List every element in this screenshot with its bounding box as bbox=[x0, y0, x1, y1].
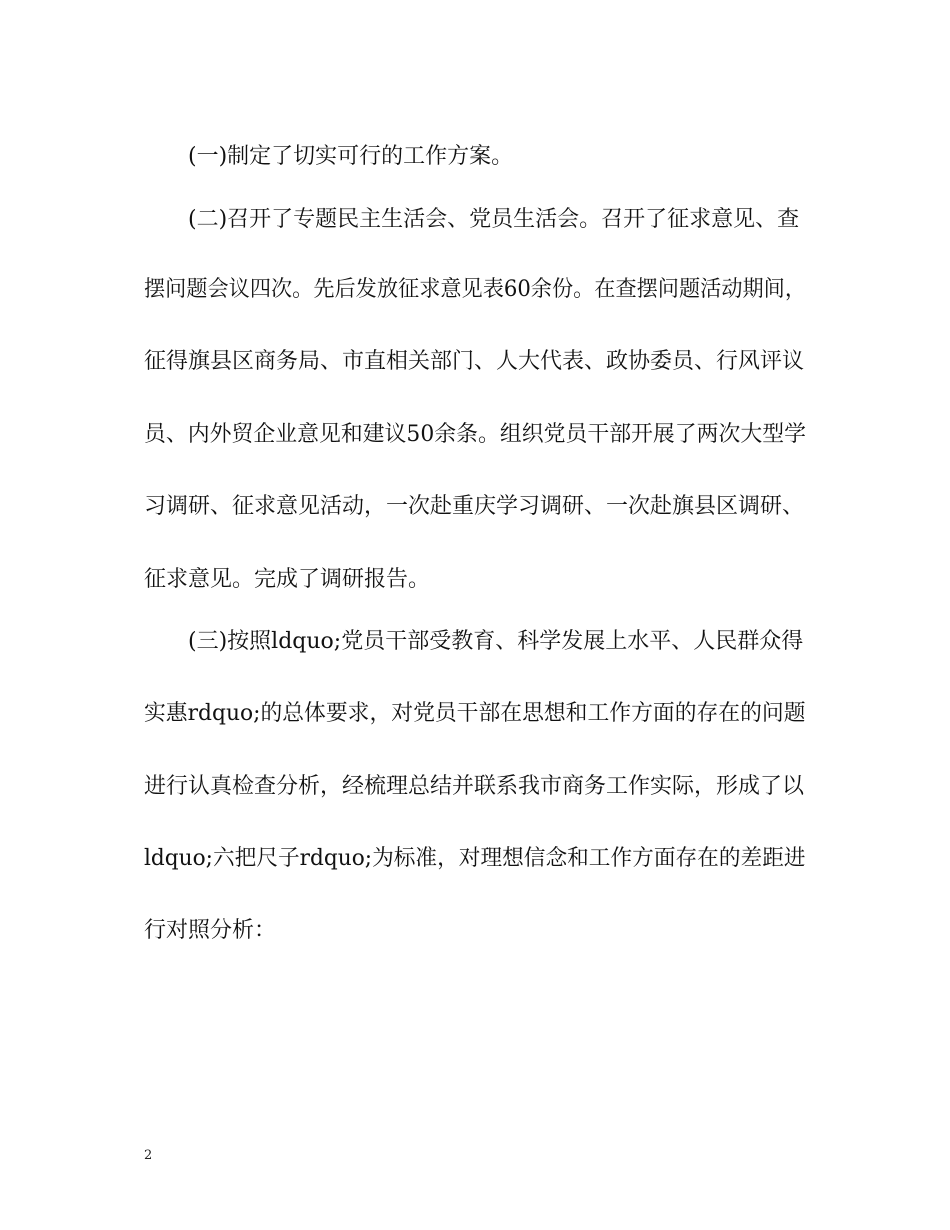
paragraph-2-line-1 bbox=[0, 203, 950, 237]
text-line: (二)召开了专题民主生活会、党员生活会。召开了征求意见、查 bbox=[188, 207, 800, 232]
text-line: (三)按照ldquo;党员干部受教育、科学发展上水平、人民群众得 bbox=[188, 629, 804, 654]
text-line: 征求意见。完成了调研报告。 bbox=[144, 567, 431, 592]
paragraph-3-line-4 bbox=[0, 842, 950, 876]
text-line: 行对照分析： bbox=[144, 918, 277, 943]
paragraph-2-line-2 bbox=[0, 273, 950, 307]
page-number: 2 bbox=[144, 1148, 153, 1163]
text-line: 员、内外贸企业意见和建议50余条。组织党员干部开展了两次大型学 bbox=[144, 422, 807, 447]
paragraph-2-line-3 bbox=[0, 345, 950, 379]
paragraph-2-line-4 bbox=[0, 418, 950, 452]
paragraph-3-line-2 bbox=[0, 697, 950, 731]
paragraph-2-line-6 bbox=[0, 563, 950, 597]
text-line: 实惠rdquo;的总体要求，对党员干部在思想和工作方面的存在的问题 bbox=[144, 701, 806, 726]
text-line: 征得旗县区商务局、市直相关部门、人大代表、政协委员、行风评议 bbox=[144, 349, 805, 374]
paragraph-1-line-1 bbox=[0, 140, 950, 174]
text-line: 习调研、征求意见活动，一次赴重庆学习调研、一次赴旗县区调研、 bbox=[144, 494, 805, 519]
paragraph-3-line-3 bbox=[0, 770, 950, 804]
text-line: ldquo;六把尺子rdquo;为标准，对理想信念和工作方面存在的差距进 bbox=[144, 846, 806, 871]
text-line: 进行认真检查分析，经梳理总结并联系我市商务工作实际，形成了以 bbox=[144, 774, 805, 799]
text-line: 摆问题会议四次。先后发放征求意见表60余份。在查摆问题活动期间， bbox=[144, 277, 806, 302]
paragraph-3-line-5 bbox=[0, 914, 950, 948]
text-line: (一)制定了切实可行的工作方案。 bbox=[188, 144, 514, 169]
paragraph-2-line-5 bbox=[0, 490, 950, 524]
paragraph-3-line-1 bbox=[0, 625, 950, 659]
